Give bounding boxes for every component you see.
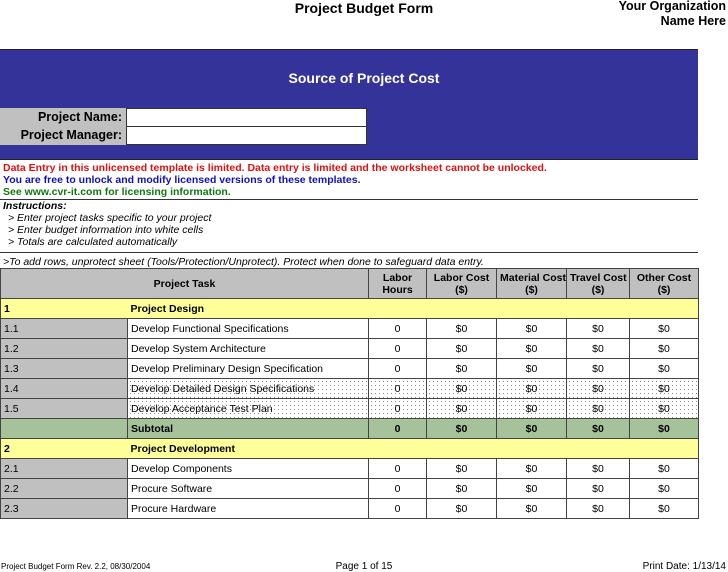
- task-name[interactable]: Develop Preliminary Design Specification: [128, 359, 369, 379]
- table-row: [1, 339, 699, 359]
- header-project-task: Project Task: [1, 269, 369, 299]
- material-cost-cell[interactable]: $0: [497, 479, 567, 499]
- other-cost-cell[interactable]: $0: [630, 479, 699, 499]
- task-number: 1.3: [1, 359, 128, 379]
- other-cost-cell[interactable]: $0: [630, 459, 699, 479]
- add-rows-instruction: >To add rows, unprotect sheet (Tools/Protection/Unprotect). Protect when done to safeguard data entry.: [3, 256, 484, 268]
- page-title: Project Budget Form: [294, 0, 434, 16]
- labor-hours-cell[interactable]: 0: [369, 399, 427, 419]
- subtotal-travel: $0: [567, 419, 630, 439]
- task-name[interactable]: Develop Detailed Design Specifications: [128, 379, 369, 399]
- task-name[interactable]: Develop Components: [128, 459, 369, 479]
- table-row: [1, 399, 699, 419]
- section-number: 2: [1, 439, 128, 459]
- labor-hours-cell[interactable]: 0: [369, 359, 427, 379]
- task-name[interactable]: Develop Functional Specifications: [128, 319, 369, 339]
- instructions-heading: Instructions:: [3, 200, 67, 212]
- table-row: [1, 479, 699, 499]
- task-number: 2.1: [1, 459, 128, 479]
- project-name-input[interactable]: [126, 108, 367, 127]
- other-cost-cell[interactable]: $0: [630, 499, 699, 519]
- material-cost-cell[interactable]: $0: [497, 459, 567, 479]
- labor-cost-cell[interactable]: $0: [427, 479, 497, 499]
- travel-cost-cell[interactable]: $0: [567, 359, 630, 379]
- material-cost-cell[interactable]: $0: [497, 399, 567, 419]
- section-name[interactable]: Project Development: [128, 439, 699, 459]
- subtotal-label: Subtotal: [128, 419, 369, 439]
- subtotal-row: [1, 419, 699, 439]
- section-name[interactable]: Project Design: [128, 299, 699, 319]
- labor-hours-cell[interactable]: 0: [369, 499, 427, 519]
- labor-cost-cell[interactable]: $0: [427, 459, 497, 479]
- travel-cost-cell[interactable]: $0: [567, 319, 630, 339]
- task-name[interactable]: Procure Hardware: [128, 499, 369, 519]
- license-notice-green: See www.cvr-it.com for licensing information.: [3, 186, 231, 198]
- task-number: 1.5: [1, 399, 128, 419]
- section-number: 1: [1, 299, 128, 319]
- travel-cost-cell[interactable]: $0: [567, 379, 630, 399]
- labor-cost-cell[interactable]: $0: [427, 379, 497, 399]
- organization-name: [619, 0, 726, 29]
- task-name[interactable]: Procure Software: [128, 479, 369, 499]
- task-number: 2.3: [1, 499, 128, 519]
- subtotal-number: [1, 419, 128, 439]
- org-line-1: Your Organization: [618, 0, 726, 13]
- travel-cost-cell[interactable]: $0: [567, 499, 630, 519]
- header-labor-cost: Labor Cost ($): [427, 269, 497, 299]
- task-number: 1.4: [1, 379, 128, 399]
- labor-cost-cell[interactable]: $0: [427, 339, 497, 359]
- license-notice-red: Data Entry in this unlicensed template is limited. Data entry is limited and the worksheet cannot be unlocked.: [3, 162, 547, 174]
- table-row: [1, 359, 699, 379]
- footer-page-number: Page 1 of 15: [335, 561, 393, 572]
- subtotal-other: $0: [630, 419, 699, 439]
- labor-hours-cell[interactable]: 0: [369, 459, 427, 479]
- divider: [0, 199, 698, 200]
- section-row: [1, 439, 699, 459]
- other-cost-cell[interactable]: $0: [630, 339, 699, 359]
- material-cost-cell[interactable]: $0: [497, 319, 567, 339]
- section-row: [1, 299, 699, 319]
- project-name-row: [0, 108, 367, 127]
- header-other-cost: Other Cost ($): [630, 269, 699, 299]
- travel-cost-cell[interactable]: $0: [567, 399, 630, 419]
- instruction-item: > Enter budget information into white cells: [8, 224, 204, 236]
- table-row: [1, 319, 699, 339]
- project-manager-label: Project Manager:: [0, 126, 126, 145]
- task-number: 1.2: [1, 339, 128, 359]
- task-name[interactable]: Develop System Architecture: [128, 339, 369, 359]
- subtotal-labor: $0: [427, 419, 497, 439]
- subtotal-material: $0: [497, 419, 567, 439]
- budget-table: [0, 268, 699, 519]
- divider: [0, 252, 698, 253]
- labor-hours-cell[interactable]: 0: [369, 479, 427, 499]
- org-line-2: Name Here: [660, 14, 726, 28]
- table-row: [1, 459, 699, 479]
- travel-cost-cell[interactable]: $0: [567, 459, 630, 479]
- banner-title: Source of Project Cost: [288, 70, 440, 86]
- material-cost-cell[interactable]: $0: [497, 499, 567, 519]
- other-cost-cell[interactable]: $0: [630, 399, 699, 419]
- instruction-item: > Totals are calculated automatically: [8, 236, 178, 248]
- table-row: [1, 499, 699, 519]
- other-cost-cell[interactable]: $0: [630, 359, 699, 379]
- labor-hours-cell[interactable]: 0: [369, 319, 427, 339]
- table-header-row: [1, 269, 699, 299]
- other-cost-cell[interactable]: $0: [630, 379, 699, 399]
- other-cost-cell[interactable]: $0: [630, 319, 699, 339]
- license-notice-blue: You are free to unlock and modify licensed versions of these templates.: [3, 174, 361, 186]
- travel-cost-cell[interactable]: $0: [567, 339, 630, 359]
- instruction-item: > Enter project tasks specific to your project: [8, 212, 212, 224]
- labor-cost-cell[interactable]: $0: [427, 359, 497, 379]
- task-name[interactable]: Develop Acceptance Test Plan: [128, 399, 369, 419]
- header-travel-cost: Travel Cost ($): [567, 269, 630, 299]
- task-number: 2.2: [1, 479, 128, 499]
- labor-hours-cell[interactable]: 0: [369, 379, 427, 399]
- material-cost-cell[interactable]: $0: [497, 379, 567, 399]
- footer-revision: Project Budget Form Rev. 2.2, 08/30/2004: [1, 562, 151, 571]
- task-number: 1.1: [1, 319, 128, 339]
- material-cost-cell[interactable]: $0: [497, 339, 567, 359]
- footer-print-date: Print Date: 1/13/14: [642, 561, 726, 572]
- project-manager-row: [0, 126, 367, 145]
- labor-hours-cell[interactable]: 0: [369, 339, 427, 359]
- table-row: [1, 379, 699, 399]
- travel-cost-cell[interactable]: $0: [567, 479, 630, 499]
- subtotal-hours: 0: [369, 419, 427, 439]
- header-labor-hours: Labor Hours: [369, 269, 427, 299]
- labor-cost-cell[interactable]: $0: [427, 399, 497, 419]
- project-name-label: Project Name:: [0, 108, 126, 127]
- material-cost-cell[interactable]: $0: [497, 359, 567, 379]
- project-manager-input[interactable]: [126, 126, 367, 145]
- labor-cost-cell[interactable]: $0: [427, 499, 497, 519]
- header-material-cost: Material Cost ($): [497, 269, 567, 299]
- labor-cost-cell[interactable]: $0: [427, 319, 497, 339]
